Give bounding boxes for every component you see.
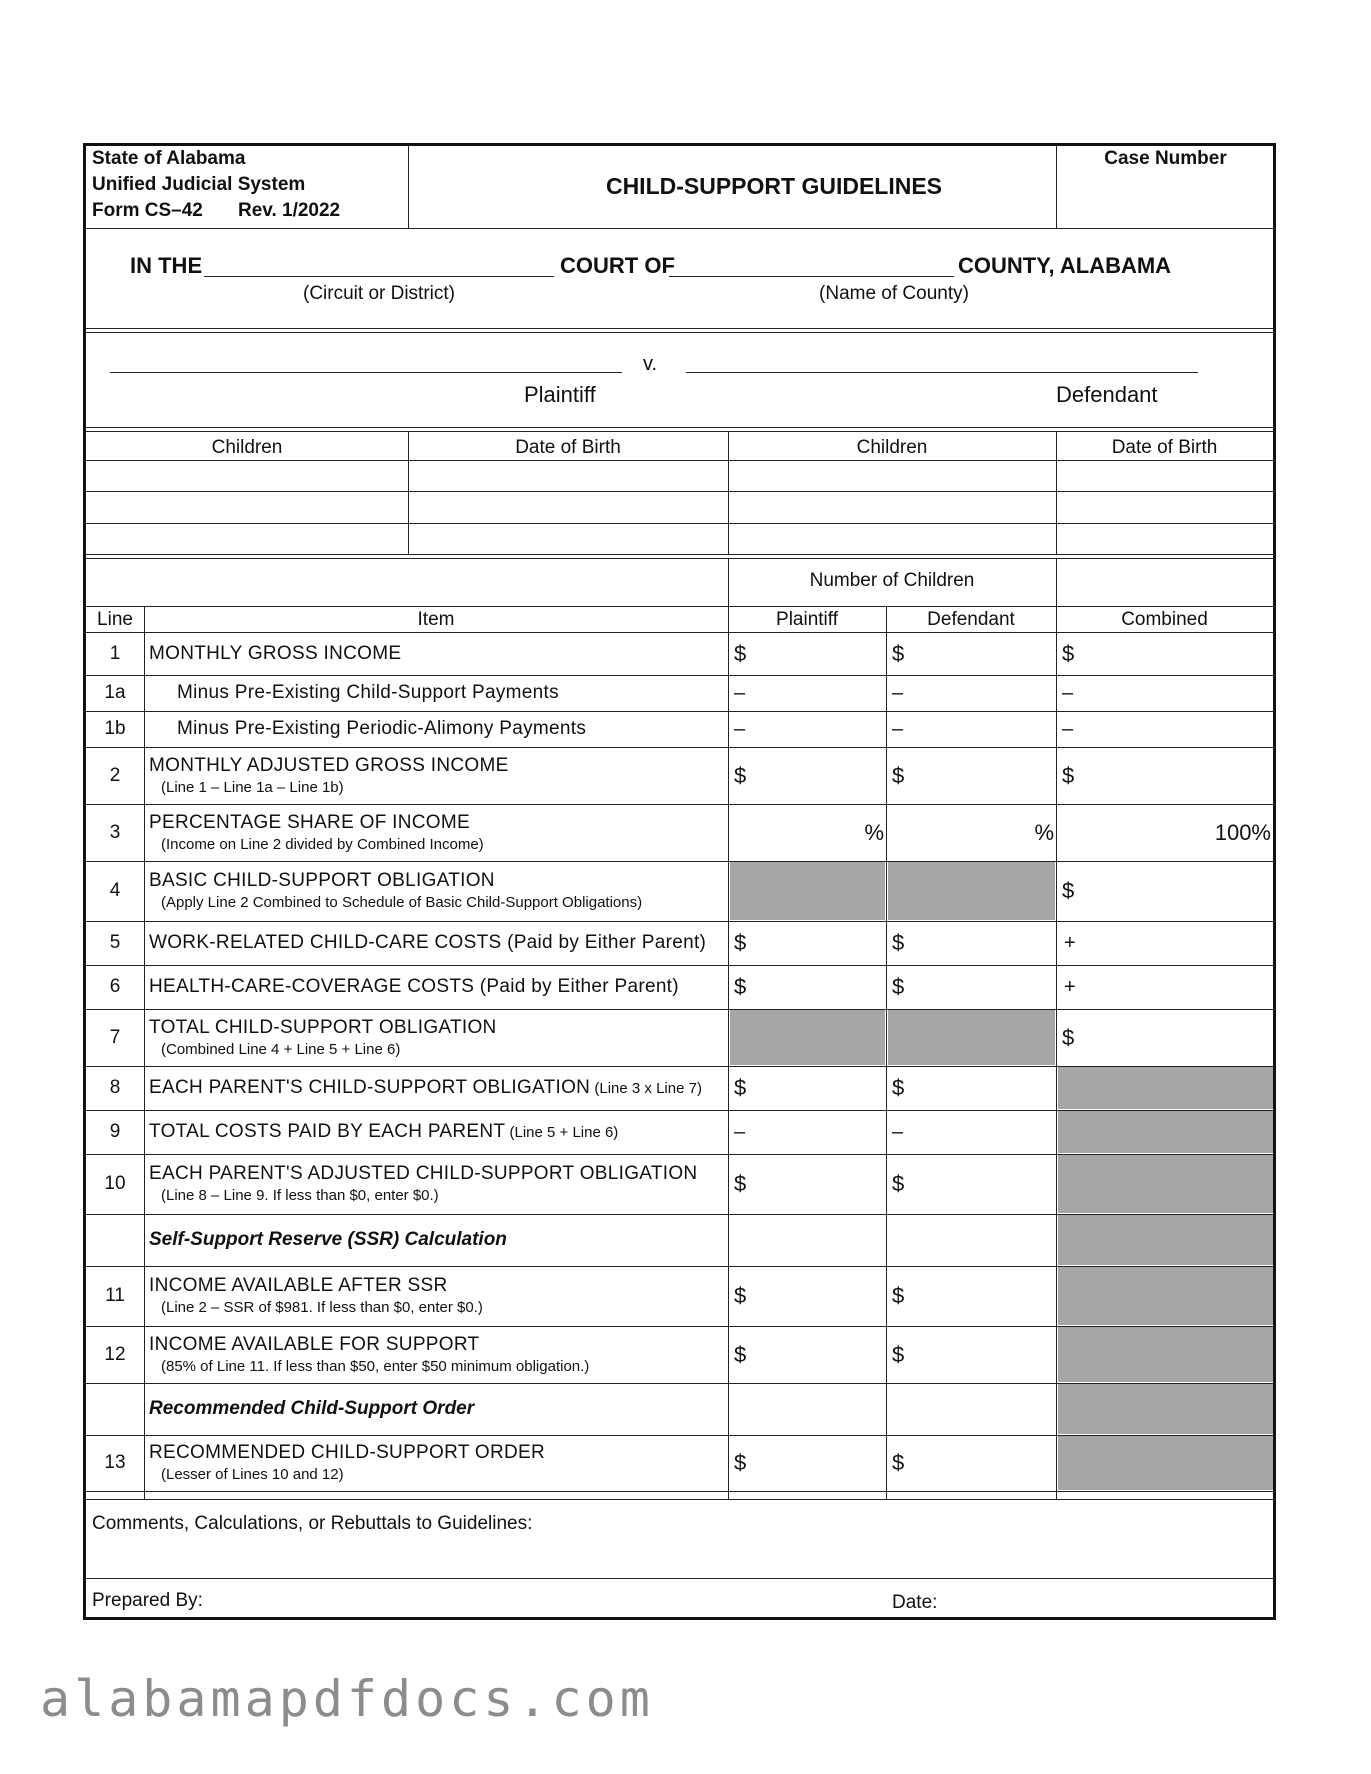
plaintiff-value[interactable]: $ [734, 1171, 747, 1196]
line-item-formula: (Line 8 – Line 9. If less than $0, enter $0.) [161, 1187, 439, 1204]
org-line-1: State of Alabama [92, 148, 246, 169]
county-name-field[interactable] [669, 276, 954, 277]
combined-value [1062, 1326, 1271, 1383]
circuit-caption: (Circuit or District) [303, 283, 455, 304]
defendant-value[interactable]: $ [892, 974, 905, 999]
table-row [86, 1066, 1273, 1110]
line-item-text: Recommended Child-Support Order [149, 1398, 475, 1419]
col-defendant: Defendant [927, 609, 1015, 630]
date-field[interactable] [946, 1586, 1256, 1614]
line-item-formula: (Line 2 – SSR of $981. If less than $0, enter $0.) [161, 1299, 483, 1316]
line-item-text: MONTHLY ADJUSTED GROSS INCOME [149, 754, 509, 776]
line-item-label [149, 1333, 729, 1357]
combined-value [1062, 1214, 1271, 1266]
line-number: 11 [105, 1285, 125, 1306]
line-item-text: WORK-RELATED CHILD-CARE COSTS (Paid by Either Parent) [149, 932, 707, 953]
col-line: Line [97, 609, 133, 630]
line-number: 8 [109, 1077, 121, 1098]
combined-value [1062, 1066, 1271, 1110]
combined-value[interactable]: – [1062, 681, 1074, 704]
line-item-text: TOTAL COSTS PAID BY EACH PARENT [149, 1120, 506, 1142]
plaintiff-value [734, 1009, 884, 1066]
plaintiff-name-field[interactable] [110, 372, 622, 373]
form-number: Form CS–42 [92, 200, 203, 221]
line-item [149, 804, 729, 861]
county-alabama-label: COUNTY, ALABAMA [958, 253, 1172, 278]
court-of-label: COURT OF [560, 253, 675, 278]
line-item [149, 632, 729, 675]
table-row [86, 675, 1273, 711]
line-item [149, 675, 729, 711]
line-number: 7 [109, 1026, 121, 1048]
plaintiff-value[interactable]: $ [734, 640, 747, 666]
line-item-label [149, 1228, 729, 1252]
table-row [86, 1266, 1273, 1326]
line-number: 10 [104, 1173, 126, 1194]
line-item-label [149, 1076, 729, 1101]
defendant-value[interactable]: $ [892, 1450, 905, 1475]
line-item [149, 1383, 729, 1435]
plaintiff-value[interactable]: – [734, 717, 746, 740]
line-item-label [149, 1274, 729, 1298]
number-of-children-field[interactable] [1060, 562, 1268, 602]
prepared-by-field[interactable] [216, 1586, 716, 1614]
combined-value[interactable]: $ [1062, 762, 1075, 788]
table-row [86, 1009, 1273, 1066]
line-item [149, 1326, 729, 1383]
line-item-formula: (Line 1 – Line 1a – Line 1b) [161, 778, 344, 796]
col-plaintiff: Plaintiff [776, 609, 838, 630]
plaintiff-value[interactable]: $ [734, 1341, 747, 1367]
combined-value[interactable]: $ [1062, 1024, 1075, 1050]
org-line-2: Unified Judicial System [92, 174, 306, 195]
combined-value [1062, 1154, 1271, 1214]
combined-value[interactable]: 100% [1214, 819, 1271, 845]
defendant-value[interactable]: % [1034, 819, 1054, 845]
line-item-text: HEALTH-CARE-COVERAGE COSTS (Paid by Either Parent) [149, 976, 679, 997]
line-item-formula: (85% of Line 11. If less than $50, enter $50 minimum obligation.) [161, 1357, 590, 1375]
combined-value[interactable]: $ [1062, 878, 1075, 903]
line-number: 1a [104, 682, 126, 703]
line-item-text: INCOME AVAILABLE FOR SUPPORT [149, 1333, 480, 1355]
table-row [86, 1435, 1273, 1491]
line-item [149, 1154, 729, 1214]
dob-header-1: Date of Birth [515, 437, 621, 458]
plaintiff-value [734, 1214, 884, 1266]
combined-value [1062, 1435, 1271, 1491]
plaintiff-value[interactable]: $ [734, 1283, 747, 1308]
line-item-text: PERCENTAGE SHARE OF INCOME [149, 811, 470, 833]
form-title: CHILD-SUPPORT GUIDELINES [605, 173, 943, 199]
line-item-text: EACH PARENT'S ADJUSTED CHILD-SUPPORT OBLIGATION [149, 1163, 698, 1184]
line-item [149, 711, 729, 747]
comments-label: Comments, Calculations, or Rebuttals to Guidelines: [92, 1513, 533, 1534]
line-item [149, 1214, 729, 1266]
prepared-by-label: Prepared By: [92, 1590, 203, 1611]
line-item-label [149, 1397, 729, 1421]
plaintiff-value[interactable]: $ [734, 930, 747, 955]
child-name-field[interactable] [90, 464, 404, 488]
line-item-formula: (Apply Line 2 Combined to Schedule of Basic Child-Support Obligations) [161, 894, 643, 911]
defendant-value [892, 1383, 1054, 1435]
line-number: 1b [104, 718, 126, 739]
defendant-value[interactable]: $ [892, 1171, 905, 1196]
plaintiff-value[interactable]: $ [734, 974, 747, 999]
line-item-label [149, 681, 729, 705]
table-row [86, 965, 1273, 1009]
line-item-text: Minus Pre-Existing Periodic-Alimony Payments [177, 718, 587, 739]
line-item [149, 1435, 729, 1491]
comments-field[interactable] [92, 1538, 1267, 1574]
line-item [149, 1066, 729, 1110]
court-type-field[interactable] [204, 276, 554, 277]
child-dob-field[interactable] [412, 464, 724, 488]
child-support-form [83, 143, 1276, 1620]
case-number-field[interactable] [1066, 174, 1266, 224]
table-row [86, 861, 1273, 921]
case-number-label: Case Number [1104, 148, 1227, 169]
table-row [86, 1383, 1273, 1435]
line-item-text: MONTHLY GROSS INCOME [149, 642, 402, 664]
combined-value [1062, 1110, 1271, 1154]
defendant-value[interactable]: $ [892, 1075, 905, 1100]
line-item-label [149, 1162, 729, 1186]
line-item [149, 747, 729, 804]
line-item-text: Minus Pre-Existing Child-Support Payments [177, 682, 559, 703]
line-item-text: INCOME AVAILABLE AFTER SSR [149, 1275, 448, 1296]
table-row [86, 632, 1273, 675]
col-combined: Combined [1121, 609, 1208, 630]
line-item-text: EACH PARENT'S CHILD-SUPPORT OBLIGATION [149, 1076, 591, 1098]
line-item-formula: (Line 5 + Line 6) [505, 1123, 619, 1141]
defendant-value[interactable]: $ [892, 930, 905, 955]
defendant-value[interactable]: – [892, 1120, 904, 1143]
table-row [86, 1326, 1273, 1383]
table-row [86, 1214, 1273, 1266]
line-item [149, 1110, 729, 1154]
dob-header-2: Date of Birth [1111, 437, 1218, 458]
defendant-caption: Defendant [1056, 382, 1158, 407]
line-number: 6 [109, 976, 121, 997]
combined-value [1062, 1383, 1271, 1435]
line-item-text: Self-Support Reserve (SSR) Calculation [149, 1229, 507, 1250]
combined-value[interactable]: – [1062, 717, 1074, 740]
line-number: 3 [109, 821, 121, 843]
line-item-label [149, 1441, 729, 1465]
in-the-label: IN THE [130, 253, 203, 278]
col-item: Item [417, 609, 455, 630]
number-of-children-label: Number of Children [809, 570, 975, 591]
defendant-value[interactable]: – [892, 681, 904, 704]
line-item-label [149, 975, 729, 999]
line-item-text: RECOMMENDED CHILD-SUPPORT ORDER [149, 1442, 546, 1463]
line-number: 5 [109, 932, 121, 953]
row-divider [86, 1491, 1273, 1492]
plaintiff-value[interactable]: $ [734, 1450, 747, 1475]
line-item-text: TOTAL CHILD-SUPPORT OBLIGATION [149, 1016, 497, 1038]
line-number [86, 1383, 144, 1435]
plaintiff-value[interactable]: – [734, 1120, 746, 1143]
line-number: 2 [109, 764, 121, 786]
line-number: 9 [109, 1121, 121, 1142]
plaintiff-value[interactable]: % [864, 819, 884, 845]
plaintiff-value[interactable]: – [734, 681, 746, 704]
line-item [149, 1009, 729, 1066]
defendant-value[interactable]: $ [892, 1341, 905, 1367]
line-item-formula: (Line 3 x Line 7) [590, 1079, 702, 1097]
combined-value [1062, 1266, 1271, 1326]
line-item-formula: (Lesser of Lines 10 and 12) [161, 1466, 344, 1483]
line-number: 13 [104, 1452, 126, 1473]
line-number: 12 [104, 1343, 126, 1365]
line-item-formula: (Income on Line 2 divided by Combined Income) [161, 835, 484, 853]
defendant-value[interactable]: $ [892, 762, 905, 788]
line-item-label [149, 754, 729, 778]
line-item [149, 921, 729, 965]
table-row [86, 1110, 1273, 1154]
line-number: 4 [109, 880, 121, 901]
plaintiff-value[interactable]: $ [734, 762, 747, 788]
defendant-name-field[interactable] [686, 372, 1198, 373]
defendant-value[interactable]: $ [892, 1283, 905, 1308]
defendant-value[interactable]: $ [892, 640, 905, 666]
line-item-label [149, 869, 729, 893]
plaintiff-value [734, 1383, 884, 1435]
line-item-label [149, 1120, 729, 1145]
line-item-label [149, 1016, 729, 1040]
line-item-label [149, 931, 729, 955]
table-row [86, 747, 1273, 804]
plaintiff-value[interactable]: $ [734, 1075, 747, 1100]
line-item [149, 965, 729, 1009]
line-number [86, 1214, 144, 1266]
line-number: 1 [109, 642, 121, 664]
combined-value[interactable]: $ [1062, 640, 1075, 666]
table-row [86, 804, 1273, 861]
table-row [86, 711, 1273, 747]
table-row [86, 1154, 1273, 1214]
line-item-label [149, 717, 729, 741]
county-caption: (Name of County) [819, 283, 969, 304]
defendant-value[interactable]: – [892, 717, 904, 740]
combined-value[interactable]: + [1064, 975, 1076, 998]
line-item [149, 861, 729, 921]
children-header-2: Children [856, 437, 928, 458]
line-item [149, 1266, 729, 1326]
table-row [86, 921, 1273, 965]
defendant-value [892, 1009, 1054, 1066]
defendant-value [892, 861, 1054, 921]
revision: Rev. 1/2022 [238, 200, 341, 221]
line-item-formula: (Combined Line 4 + Line 5 + Line 6) [161, 1040, 401, 1058]
line-item-label [149, 811, 729, 835]
combined-value[interactable]: + [1064, 931, 1076, 954]
versus-label: v. [643, 353, 658, 375]
watermark: alabamapdfdocs.com [40, 1670, 654, 1728]
line-item-label [149, 642, 729, 666]
plaintiff-value [734, 861, 884, 921]
line-item-text: BASIC CHILD-SUPPORT OBLIGATION [149, 870, 495, 891]
children-header-1: Children [211, 437, 283, 458]
defendant-value [892, 1214, 1054, 1266]
plaintiff-caption: Plaintiff [524, 382, 596, 407]
date-label: Date: [892, 1592, 938, 1613]
